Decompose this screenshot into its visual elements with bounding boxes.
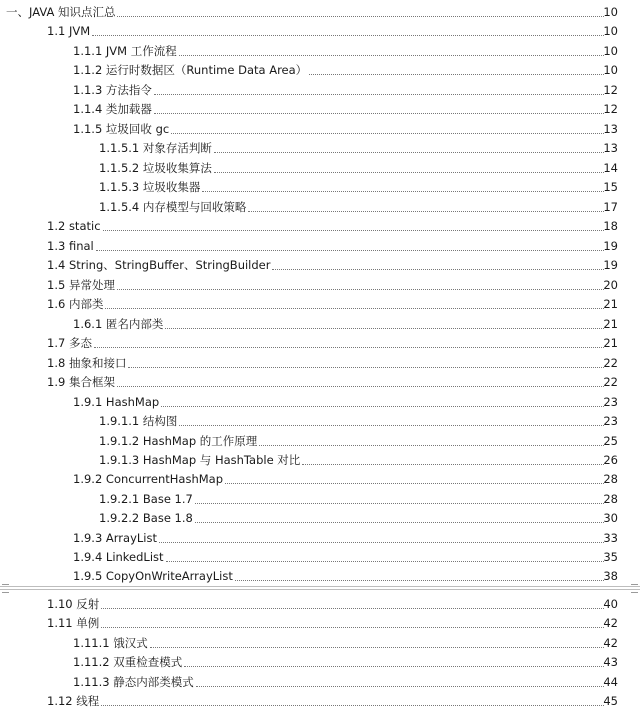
toc-entry[interactable] — [0, 393, 640, 412]
dot-leader — [101, 705, 604, 706]
toc-entry-label: 1.9.2.2 Base 1.8 — [99, 511, 193, 525]
dot-leader — [225, 483, 604, 484]
dot-leader — [179, 425, 604, 426]
dot-leader — [179, 55, 604, 56]
dot-leader — [196, 686, 604, 687]
toc-entry[interactable] — [0, 548, 640, 567]
toc-entry-label: 1.1.5.1 对象存活判断 — [99, 141, 212, 155]
toc-entry-label: 1.9.2.1 Base 1.7 — [99, 492, 193, 506]
toc-entry[interactable] — [0, 81, 640, 100]
page-break-line — [0, 589, 640, 590]
toc-entry-page: 10 — [603, 5, 618, 19]
toc-entry-label: 1.9 集合框架 — [47, 375, 115, 389]
toc-entry-label: 1.1.5.3 垃圾收集器 — [99, 180, 201, 194]
toc-entry[interactable] — [0, 673, 640, 692]
page-break-line — [0, 586, 640, 587]
dot-leader — [117, 289, 604, 290]
toc-entry-label: 1.11 单例 — [47, 616, 100, 630]
dot-leader — [154, 113, 604, 114]
toc-entry[interactable] — [0, 315, 640, 334]
toc-entry[interactable] — [0, 432, 640, 451]
toc-entry-label: 一、JAVA 知识点汇总 — [6, 5, 116, 19]
dot-leader — [117, 386, 604, 387]
toc-entry[interactable] — [0, 217, 640, 236]
toc-entry[interactable] — [0, 120, 640, 139]
toc-entry-page: 12 — [603, 83, 618, 97]
toc-entry-page: 25 — [603, 434, 618, 448]
page-break-marker-right — [631, 584, 638, 593]
toc-entry[interactable] — [0, 451, 640, 470]
toc-entry-label: 1.1.1 JVM 工作流程 — [73, 44, 177, 58]
dot-leader — [96, 250, 604, 251]
dot-leader — [161, 406, 604, 407]
toc-entry-page: 15 — [603, 180, 618, 194]
dot-leader — [105, 308, 604, 309]
dot-leader — [214, 172, 604, 173]
dot-leader — [159, 542, 604, 543]
toc-entry-page: 43 — [603, 655, 618, 669]
toc-entry[interactable] — [0, 256, 640, 275]
toc-entry[interactable] — [0, 354, 640, 373]
dot-leader — [195, 503, 604, 504]
toc-entry[interactable] — [0, 22, 640, 41]
toc-entry-page: 22 — [603, 356, 618, 370]
toc-entry[interactable] — [0, 100, 640, 119]
toc-entry-label: 1.10 反射 — [47, 597, 100, 611]
toc-entry-label: 1.9.4 LinkedList — [73, 550, 164, 564]
toc-entry-page: 30 — [603, 511, 618, 525]
toc-entry-label: 1.1 JVM — [47, 24, 91, 38]
toc-entry-label: 1.9.1.2 HashMap 的工作原理 — [99, 434, 258, 448]
toc-entry-label: 1.9.1.3 HashMap 与 HashTable 对比 — [99, 453, 301, 467]
page-break — [0, 584, 640, 594]
toc-entry-label: 1.9.3 ArrayList — [73, 531, 157, 545]
dot-leader — [165, 328, 604, 329]
toc-entry[interactable] — [0, 509, 640, 528]
dot-leader — [272, 269, 604, 270]
toc-entry-page: 14 — [603, 161, 618, 175]
toc-entry-label: 1.2 static — [47, 219, 101, 233]
toc-entry-page: 20 — [603, 278, 618, 292]
dot-leader — [309, 74, 604, 75]
toc-entry-label: 1.1.5.4 内存模型与回收策略 — [99, 200, 247, 214]
toc-entry-page: 13 — [603, 141, 618, 155]
toc-entry[interactable] — [0, 295, 640, 314]
toc-entry-page: 10 — [603, 63, 618, 77]
toc-entry-page: 21 — [603, 297, 618, 311]
dot-leader — [214, 152, 604, 153]
toc-entry-page: 23 — [603, 395, 618, 409]
toc-entry-page: 19 — [603, 258, 618, 272]
toc-entry[interactable] — [0, 373, 640, 392]
toc-entry-label: 1.1.4 类加载器 — [73, 102, 152, 116]
toc-entry-page: 44 — [603, 675, 618, 689]
toc-entry[interactable] — [0, 61, 640, 80]
toc-entry[interactable] — [0, 614, 640, 633]
toc-entry-label: 1.9.1.1 结构图 — [99, 414, 178, 428]
toc-entry-label: 1.6.1 匿名内部类 — [73, 317, 164, 331]
dot-leader — [101, 608, 604, 609]
toc-entry-label: 1.9.1 HashMap — [73, 395, 160, 409]
toc-entry[interactable] — [0, 198, 640, 217]
dot-leader — [248, 211, 604, 212]
toc-entry-label: 1.11.2 双重检查模式 — [73, 655, 183, 669]
toc-entry-page: 38 — [603, 569, 618, 583]
toc-entry-page: 19 — [603, 239, 618, 253]
toc-entry-page: 13 — [603, 122, 618, 136]
toc-entry-label: 1.1.2 运行时数据区（Runtime Data Area） — [73, 63, 308, 77]
toc-entry[interactable] — [0, 692, 640, 711]
toc-entry-label: 1.7 多态 — [47, 336, 92, 350]
dot-leader — [154, 94, 604, 95]
toc-entry-page: 21 — [603, 336, 618, 350]
toc-entry-page: 35 — [603, 550, 618, 564]
toc-entry-label: 1.5 异常处理 — [47, 278, 115, 292]
toc-entry-label: 1.4 String、StringBuffer、StringBuilder — [47, 258, 271, 272]
toc-entry-page: 17 — [603, 200, 618, 214]
toc-entry[interactable] — [0, 237, 640, 256]
toc-entry-page: 21 — [603, 317, 618, 331]
toc-entry[interactable] — [0, 276, 640, 295]
toc-entry-label: 1.11.1 饿汉式 — [73, 636, 148, 650]
dot-leader — [92, 35, 604, 36]
toc-entry[interactable] — [0, 159, 640, 178]
toc-entry-page: 45 — [603, 694, 618, 708]
dot-leader — [195, 522, 604, 523]
toc-entry-page: 12 — [603, 102, 618, 116]
dot-leader — [150, 647, 604, 648]
toc-entry[interactable] — [0, 490, 640, 509]
toc-entry-label: 1.9.2 ConcurrentHashMap — [73, 472, 223, 486]
toc-entry-page: 28 — [603, 472, 618, 486]
toc-entry[interactable] — [0, 139, 640, 158]
toc-entry-label: 1.11.3 静态内部类模式 — [73, 675, 194, 689]
toc-entry[interactable] — [0, 529, 640, 548]
dot-leader — [184, 666, 604, 667]
dot-leader — [128, 367, 604, 368]
toc-entry-page: 22 — [603, 375, 618, 389]
dot-leader — [103, 230, 604, 231]
toc-entry[interactable] — [0, 653, 640, 672]
toc-entry[interactable] — [0, 412, 640, 431]
toc-entry[interactable] — [0, 42, 640, 61]
toc-entry-page: 42 — [603, 636, 618, 650]
toc-entry-label: 1.9.5 CopyOnWriteArrayList — [73, 569, 233, 583]
toc-entry-label: 1.8 抽象和接口 — [47, 356, 127, 370]
toc-entry[interactable] — [0, 634, 640, 653]
dot-leader — [171, 133, 604, 134]
toc-entry-label: 1.1.5 垃圾回收 gc — [73, 122, 170, 136]
toc-entry-page: 33 — [603, 531, 618, 545]
toc-entry-label: 1.1.3 方法指令 — [73, 83, 152, 97]
toc-entry-label: 1.12 线程 — [47, 694, 100, 708]
dot-leader — [94, 347, 604, 348]
toc-entry-page: 10 — [603, 44, 618, 58]
toc-entry[interactable] — [0, 3, 640, 22]
toc-entry-page: 40 — [603, 597, 618, 611]
toc-entry-label: 1.6 内部类 — [47, 297, 104, 311]
dot-leader — [101, 627, 604, 628]
toc-entry-label: 1.1.5.2 垃圾收集算法 — [99, 161, 212, 175]
toc-entry[interactable] — [0, 595, 640, 614]
toc-entry[interactable] — [0, 470, 640, 489]
dot-leader — [302, 464, 604, 465]
toc-entry-page: 23 — [603, 414, 618, 428]
dot-leader — [166, 561, 604, 562]
toc-entry[interactable] — [0, 178, 640, 197]
dot-leader — [117, 16, 604, 17]
toc-entry-page: 10 — [603, 24, 618, 38]
toc-entry-page: 28 — [603, 492, 618, 506]
dot-leader — [235, 580, 604, 581]
dot-leader — [259, 445, 604, 446]
toc-entry-label: 1.3 final — [47, 239, 94, 253]
toc-entry-page: 42 — [603, 616, 618, 630]
dot-leader — [202, 191, 604, 192]
toc-entry[interactable] — [0, 334, 640, 353]
toc-entry-page: 18 — [603, 219, 618, 233]
toc-entry-page: 26 — [603, 453, 618, 467]
